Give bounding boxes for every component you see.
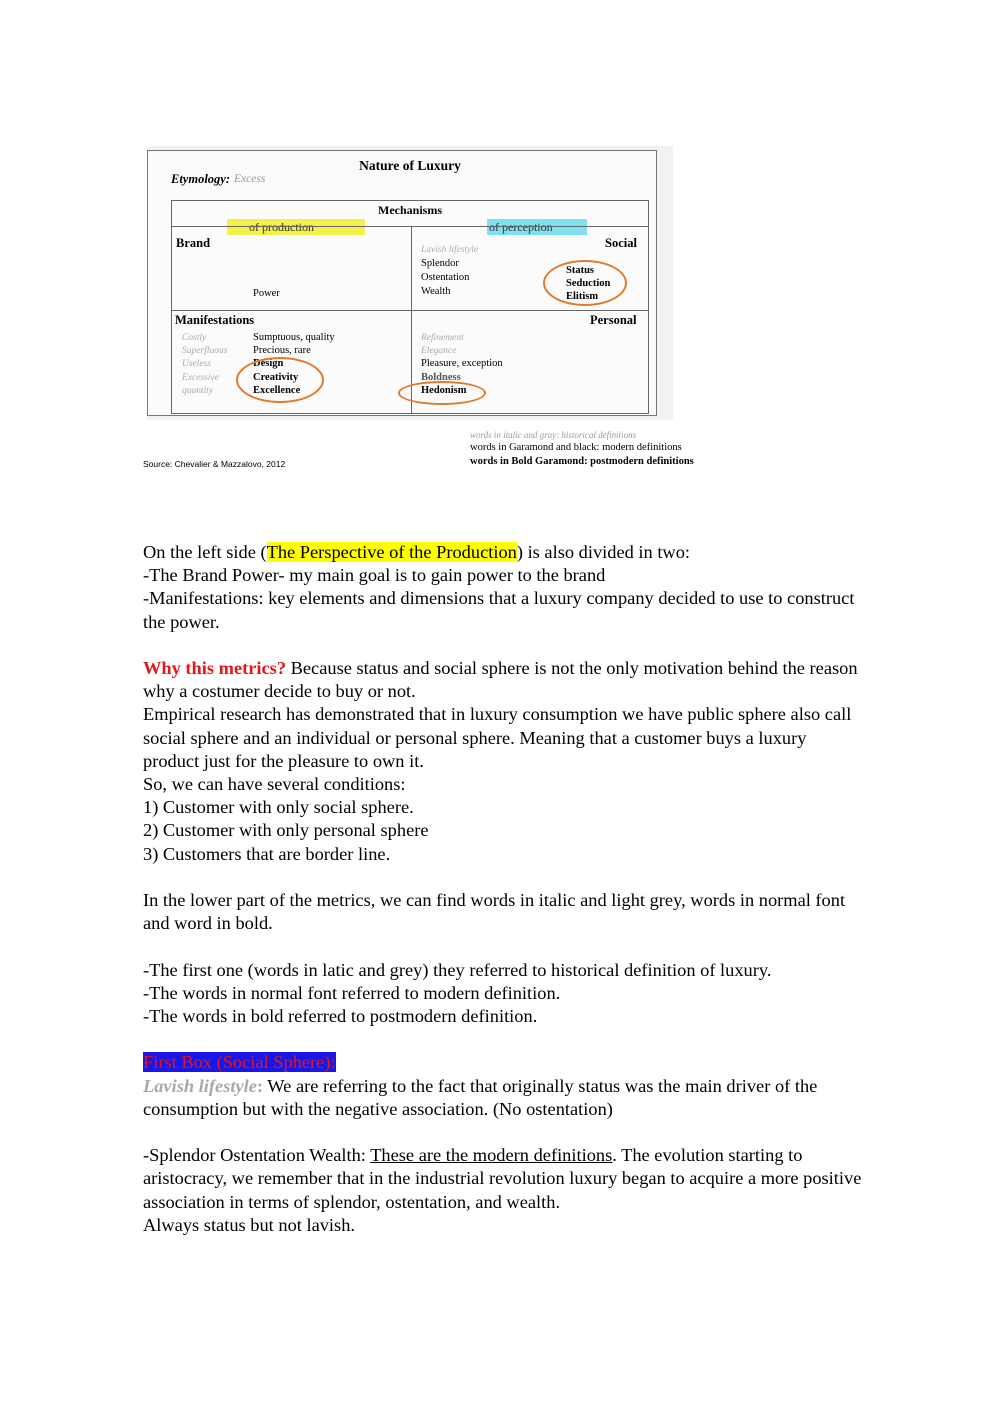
figure-title: Nature of Luxury	[359, 158, 461, 173]
paragraph-splendor-ostentation-wealth	[143, 1144, 863, 1214]
lavish-lifestyle-label: Lavish lifestyle	[143, 1075, 257, 1096]
of-production-highlight: of production	[227, 219, 365, 235]
text-run: :	[256, 1075, 264, 1096]
text-run: Because status and social sphere is not the only motivation behind the reason why a costumer decide to buy or not.	[143, 658, 858, 702]
mechanisms-heading: Mechanisms	[378, 203, 442, 217]
splendor-word: Splendor	[421, 258, 459, 269]
nature-of-luxury-figure	[147, 146, 673, 420]
legend-postmodern: words in Bold Garamond: postmodern definitions	[470, 456, 694, 467]
boldness-word: Boldness	[421, 372, 461, 383]
paragraph-lavish-lifestyle	[143, 1075, 863, 1121]
of-perception-highlight: of perception	[487, 219, 587, 235]
condition-item: 3) Customers that are border line.	[143, 843, 391, 864]
design-word: Design	[253, 358, 284, 369]
condition-item: 1) Customer with only social sphere.	[143, 797, 414, 818]
costly-word: Costly	[182, 333, 207, 343]
legend-modern: words in Garamond and black: modern definitions	[470, 442, 682, 453]
etymology-value: Excess	[234, 173, 266, 185]
creativity-word: Creativity	[253, 372, 299, 383]
sumptuous-word: Sumptuous, quality	[253, 332, 335, 343]
paragraph-empirical-research: Empirical research has demonstrated that in luxury consumption we have public sphere also call social sphere and an individual or personal sphere. Meaning that a customer buys a luxury product just for the pleasure to own it.	[143, 704, 852, 771]
definition-item: -The first one (words in latic and grey) they referred to historical definition of luxury.	[143, 959, 772, 980]
refinement-word: Refinement	[421, 333, 464, 343]
brand-heading: Brand	[176, 236, 211, 250]
condition-item: 2) Customer with only personal sphere	[143, 820, 429, 841]
paragraph-left-side	[143, 541, 863, 564]
text-run: We are referring to the fact that originally status was the main driver of the consumption but with the negative association. (No ostentation)	[143, 1075, 818, 1119]
manifestations-ring	[236, 357, 324, 403]
pleasure-word: Pleasure, exception	[421, 358, 503, 369]
text-run: . The evolution starting to aristocracy, we remember that in the industrial revolution luxury began to acquire a more positive association in terms of splendor, ostentation, and wealth.	[143, 1145, 862, 1212]
excellence-word: Excellence	[253, 385, 301, 396]
social-heading: Social	[605, 236, 637, 250]
useless-word: Useless	[182, 359, 212, 369]
lavish-lifestyle-word: Lavish lifestyle	[421, 245, 479, 255]
paragraph-always-status: Always status but not lavish.	[143, 1214, 355, 1235]
elitism-word: Elitism	[566, 291, 599, 302]
legend-historical: words in italic and gray: historical definitions	[470, 430, 637, 440]
first-box-heading-line	[143, 1051, 863, 1074]
modern-definitions-underline: These are the modern definitions	[370, 1145, 613, 1166]
etymology-label: Etymology:	[171, 172, 231, 186]
hedonism-word: Hedonism	[421, 385, 467, 396]
wealth-word: Wealth	[421, 286, 451, 297]
seduction-word: Seduction	[566, 278, 611, 289]
figure-divider-middle	[171, 310, 649, 311]
paragraph-why-metrics	[143, 657, 863, 703]
figure-source: Source: Chevalier & Mazzalovo, 2012	[143, 459, 286, 469]
paragraph-brand-power: -The Brand Power- my main goal is to gain power to the brand	[143, 565, 606, 586]
why-metrics-label: Why this metrics?	[143, 658, 287, 678]
hedonism-ring	[398, 381, 486, 405]
paragraph-lower-part: In the lower part of the metrics, we can find words in italic and light grey, words in normal font and word in bold.	[143, 890, 846, 934]
quantity-word: quantity	[182, 386, 214, 396]
text-run: On the left side (	[143, 542, 267, 562]
paragraph-conditions-intro: So, we can have several conditions:	[143, 774, 406, 795]
status-word: Status	[566, 265, 595, 276]
manifestations-heading: Manifestations	[175, 313, 255, 327]
brand-power-word: Power	[253, 288, 280, 299]
document-body	[143, 541, 863, 1237]
personal-heading: Personal	[590, 313, 637, 327]
definition-item: -The words in bold referred to postmodern definition.	[143, 1006, 538, 1027]
highlight-perspective-production: The Perspective of the Production	[266, 542, 517, 562]
definition-item: -The words in normal font referred to modern definition.	[143, 982, 561, 1003]
elegance-word: Elegance	[421, 346, 457, 356]
ostentation-word: Ostentation	[421, 272, 470, 283]
social-ring	[543, 260, 627, 306]
figure-divider-top	[171, 226, 649, 227]
first-box-heading: First Box (Social Sphere):	[143, 1052, 336, 1073]
excessive-word: Excessive	[182, 373, 219, 383]
text-run: ) is also divided in two:	[516, 542, 691, 562]
precious-word: Precious, rare	[253, 345, 311, 356]
paragraph-manifestations: -Manifestations: key elements and dimensions that a luxury company decided to use to construct the power.	[143, 588, 855, 632]
text-run: -Splendor Ostentation Wealth:	[143, 1145, 371, 1166]
superfluous-word: Superfluous	[182, 346, 228, 356]
